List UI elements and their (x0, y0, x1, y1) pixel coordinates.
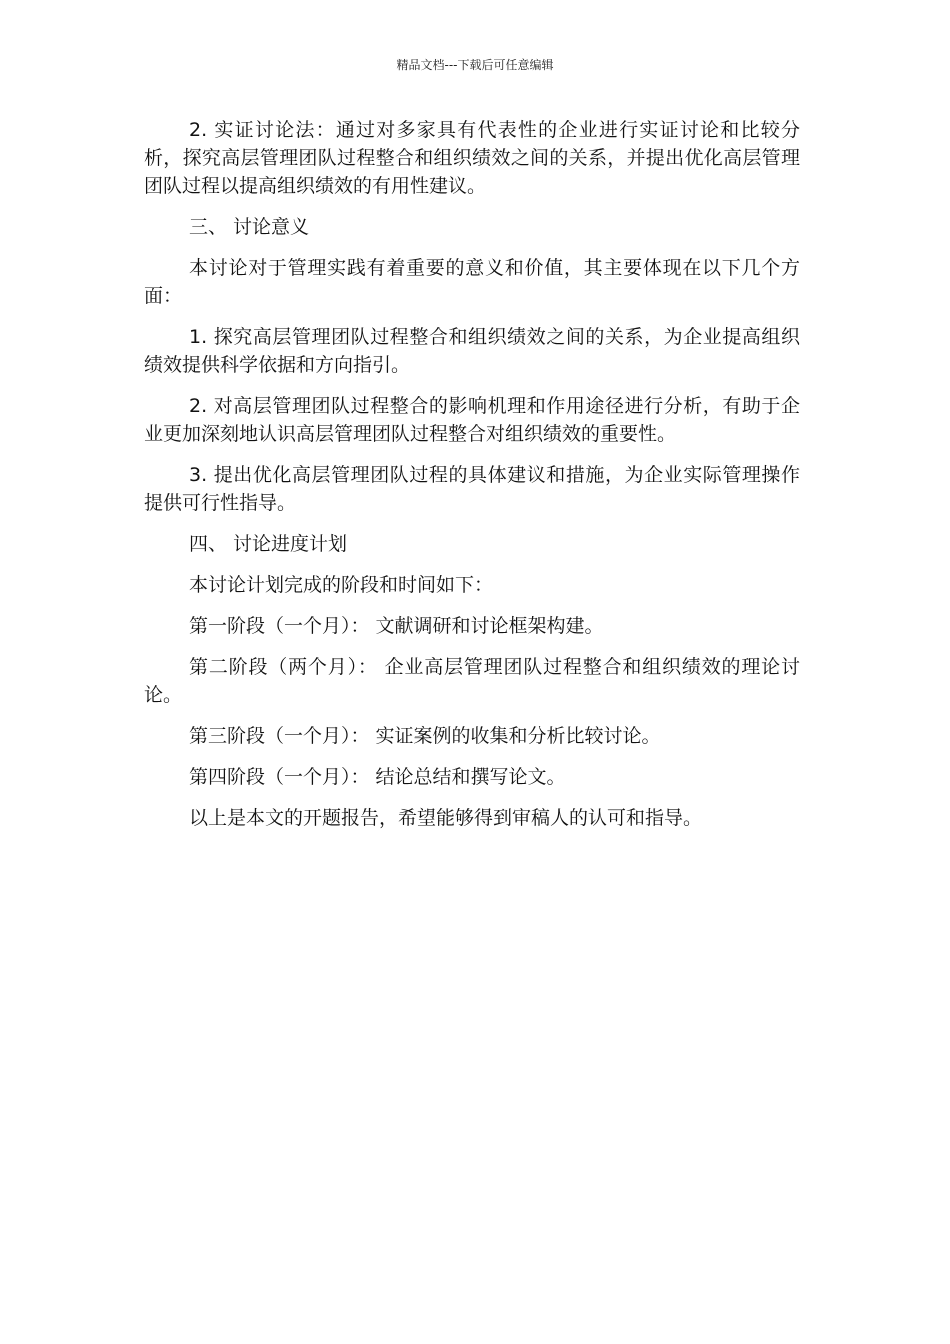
section-heading-significance: 三、 讨论意义 (189, 216, 310, 238)
paragraph-stage-4: 第四阶段（一个月）： 结论总结和撰写论文。 (189, 766, 566, 788)
document-body (144, 116, 800, 845)
page-header: 精品文档---下载后可任意编辑 (396, 58, 554, 72)
paragraph-closing: 以上是本文的开题报告，希望能够得到审稿人的认可和指导。 (189, 807, 703, 829)
section-heading-schedule: 四、 讨论进度计划 (189, 533, 348, 555)
paragraph-significance-1: 1. 探究高层管理团队过程整合和组织绩效之间的关系，为企业提高组织绩效提供科学依据和方向指引。 (144, 326, 800, 376)
paragraph-stage-2: 第二阶段（两个月）： 企业高层管理团队过程整合和组织绩效的理论讨论。 (144, 656, 800, 706)
paragraph-empirical-method: 2. 实证讨论法：通过对多家具有代表性的企业进行实证讨论和比较分析，探究高层管理团队过程整合和组织绩效之间的关系，并提出优化高层管理团队过程以提高组织绩效的有用性建议。 (144, 119, 800, 197)
paragraph-schedule-intro: 本讨论计划完成的阶段和时间如下： (189, 574, 494, 596)
paragraph-significance-3: 3. 提出优化高层管理团队过程的具体建议和措施，为企业实际管理操作提供可行性指导。 (144, 464, 800, 514)
paragraph-significance-2: 2. 对高层管理团队过程整合的影响机理和作用途径进行分析，有助于企业更加深刻地认识高层管理团队过程整合对组织绩效的重要性。 (144, 395, 800, 445)
paragraph-significance-intro: 本讨论对于管理实践有着重要的意义和价值，其主要体现在以下几个方面： (144, 257, 800, 307)
paragraph-stage-3: 第三阶段（一个月）： 实证案例的收集和分析比较讨论。 (189, 725, 661, 747)
paragraph-stage-1: 第一阶段（一个月）： 文献调研和讨论框架构建。 (189, 615, 604, 637)
